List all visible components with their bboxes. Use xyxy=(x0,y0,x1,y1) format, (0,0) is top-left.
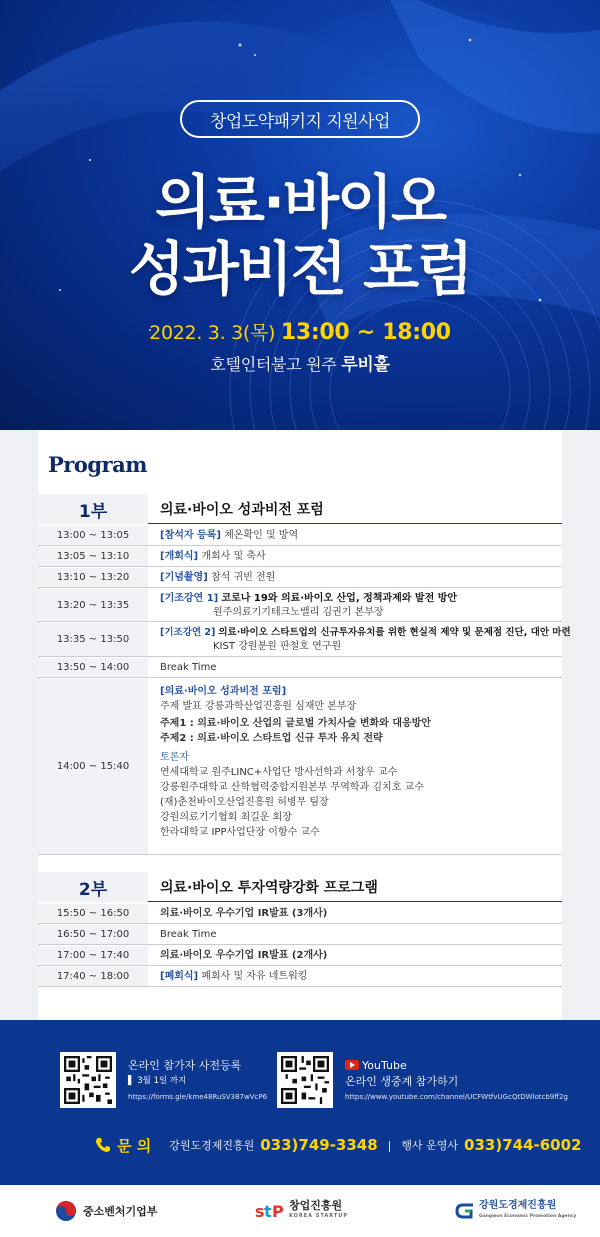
startup-agency-name: 창업진흥원 xyxy=(289,1199,343,1212)
schedule-row xyxy=(38,547,562,567)
event-date xyxy=(0,318,600,345)
venue-hall: 루비홀 xyxy=(341,355,390,375)
forum-topic2: 주제2 : 의료·바이오 스타트업 신규 투자 유치 전략 xyxy=(160,733,383,744)
part1-title: 의료·바이오 성과비전 포럼 xyxy=(160,502,324,518)
schedule-tag: [폐회식] xyxy=(160,971,199,982)
part1-header xyxy=(38,494,562,524)
schedule-text: 개회사 및 축사 xyxy=(201,551,266,562)
contact-agency: 행사 운영사 xyxy=(401,1139,459,1152)
schedule-time: 13:20 ~ 13:35 xyxy=(38,589,148,621)
startup-logo-icon xyxy=(255,1200,285,1222)
forum-tag xyxy=(160,685,286,699)
schedule-text: Break Time xyxy=(160,662,217,673)
schedule-text: 체온확인 및 방역 xyxy=(224,530,299,541)
schedule-time: 17:00 ~ 17:40 xyxy=(38,946,148,965)
schedule-row xyxy=(38,526,562,546)
schedule-tag: [의료·바이오 성과비전 포럼] xyxy=(160,686,287,697)
schedule-desc xyxy=(160,626,571,640)
youtube-title: 온라인 생중계 참가하기 xyxy=(345,1075,459,1088)
schedule-time: 13:50 ~ 14:00 xyxy=(38,658,148,677)
schedule-text: 의료·바이오 우수기업 IR발표 (3개사) xyxy=(160,908,328,919)
panel-member: 한라대학교 IPP사업단장 이항수 교수 xyxy=(160,827,320,838)
forum-presenter: 주제 발표 강릉과학산업진흥원 심재만 본부장 xyxy=(160,701,357,712)
contact-row xyxy=(95,1133,581,1157)
event-date-day: 2022. 3. 3(목) xyxy=(149,322,276,344)
province-agency-sub: Gangwon Economic Promotion Agency xyxy=(479,1214,577,1219)
schedule-speaker: 원주의료기기테크노밸리 김권기 본부장 xyxy=(213,607,384,618)
qr-code-icon xyxy=(64,1056,112,1104)
registration-title: 온라인 참가자 사전등록 xyxy=(128,1059,242,1072)
panel-member: 연세대학교 원주LINC+사업단 방사선학과 서창우 교수 xyxy=(160,767,398,778)
venue-name: 호텔인터불고 원주 xyxy=(210,355,337,374)
svg-text:s: s xyxy=(255,1202,265,1221)
registration-footer xyxy=(0,1020,600,1185)
deadline-text: 3월 1일 까지 xyxy=(137,1076,187,1086)
schedule-desc xyxy=(160,571,275,585)
schedule-time: 15:50 ~ 16:50 xyxy=(38,904,148,923)
province-agency-logo xyxy=(455,1200,576,1222)
schedule-time: 13:05 ~ 13:10 xyxy=(38,547,148,566)
schedule-tag: [기조강연 2] xyxy=(160,627,216,638)
program-heading: Program xyxy=(48,452,147,477)
deadline-bullet: ▌ xyxy=(128,1076,135,1086)
hero-banner xyxy=(0,0,600,430)
province-agency-text xyxy=(479,1200,576,1222)
gepa-logo-icon xyxy=(455,1201,475,1221)
schedule-row xyxy=(38,568,562,588)
youtube-link[interactable]: https://www.youtube.com/channel/UCFWtfvUGcQtDWlotcb9ff2g xyxy=(345,1093,568,1101)
schedule-text: 참석 귀빈 전원 xyxy=(210,572,276,583)
event-venue xyxy=(0,350,600,375)
part2-title: 의료·바이오 투자역량강화 프로그램 xyxy=(160,880,378,896)
youtube-brand xyxy=(345,1058,407,1073)
part2-label: 2부 xyxy=(38,872,148,902)
schedule-time: 13:35 ~ 13:50 xyxy=(38,623,148,656)
schedule-desc xyxy=(160,592,457,606)
sponsor-logo-bar xyxy=(0,1185,600,1237)
province-agency-name: 강원도경제진흥원 xyxy=(479,1200,557,1211)
event-title-line2: 성과비전 포럼 xyxy=(128,235,472,303)
schedule-row xyxy=(38,904,562,924)
schedule-tag: [개회식] xyxy=(160,551,199,562)
youtube-icon xyxy=(345,1060,359,1070)
panel-member: (재)춘천바이오산업진흥원 허병무 팀장 xyxy=(160,797,329,808)
schedule-row xyxy=(38,946,562,966)
forum-topic1: 주제1 : 의료·바이오 산업의 글로벌 가치사슬 변화와 대응방안 xyxy=(160,718,431,729)
schedule-desc xyxy=(160,550,266,564)
schedule-text: 코로나 19와 의료·바이오 산업, 정책과제와 발전 방안 xyxy=(221,593,458,604)
schedule-text: 의료·바이오 우수기업 IR발표 (2개사) xyxy=(160,950,328,961)
part1-label: 1부 xyxy=(38,494,148,524)
program-section xyxy=(38,430,571,1020)
qr-code-icon xyxy=(281,1056,329,1104)
startup-agency-logo xyxy=(255,1200,348,1222)
registration-qr-code[interactable] xyxy=(60,1052,116,1108)
panel-label: 토론자 xyxy=(160,752,189,763)
contact-divider: | xyxy=(387,1138,392,1152)
schedule-tag: [참석자 등록] xyxy=(160,530,221,541)
schedule-time: 13:00 ~ 13:05 xyxy=(38,526,148,545)
schedule-time: 14:00 ~ 15:40 xyxy=(38,679,148,854)
panel-member: 강원의료기기협회 최길운 회장 xyxy=(160,812,292,823)
schedule-time: 17:40 ~ 18:00 xyxy=(38,967,148,986)
panel-member: 강릉원주대학교 산학협력중합지원본부 무역학과 김치호 교수 xyxy=(160,782,424,793)
schedule-row xyxy=(38,925,562,945)
phone-icon xyxy=(95,1137,111,1153)
registration-deadline xyxy=(128,1074,186,1089)
schedule-time: 16:50 ~ 17:00 xyxy=(38,925,148,944)
schedule-row xyxy=(38,967,562,987)
ministry-name: 중소벤처기업부 xyxy=(83,1205,158,1218)
event-title-line1: 의료·바이오 xyxy=(154,168,446,236)
schedule-text: 의료·바이오 스타트업의 신규투자유치를 위한 현실적 제약 및 문제점 진단, 대안 마련 xyxy=(218,627,571,638)
schedule-speaker: KIST 강원분원 판철호 연구원 xyxy=(213,641,342,652)
schedule-time: 13:10 ~ 13:20 xyxy=(38,568,148,587)
schedule-desc xyxy=(160,529,298,543)
schedule-desc xyxy=(160,970,307,984)
contact-org-phone[interactable]: 033)749-3348 xyxy=(260,1136,378,1154)
program-badge: 창업도약패키지 지원사업 xyxy=(180,100,420,138)
part2-header xyxy=(38,872,562,902)
startup-agency-sub: KOREA STARTUP xyxy=(289,1213,349,1219)
schedule-row xyxy=(38,589,562,622)
schedule-text: 폐회사 및 자유 네트워킹 xyxy=(201,971,308,982)
contact-org: 강원도경제진흥원 xyxy=(169,1139,255,1152)
left-margin xyxy=(0,430,38,1020)
svg-text:P: P xyxy=(272,1202,284,1221)
schedule-row xyxy=(38,658,562,678)
schedule-text: Break Time xyxy=(160,929,217,940)
event-time: 13:00 ~ 18:00 xyxy=(280,320,451,345)
forum-row xyxy=(38,679,562,855)
youtube-qr-code[interactable] xyxy=(277,1052,333,1108)
ministry-logo xyxy=(55,1200,157,1222)
svg-text:t: t xyxy=(264,1202,272,1221)
youtube-brand-label: YouTube xyxy=(362,1059,407,1072)
taegeuk-icon xyxy=(55,1200,77,1222)
startup-agency-text xyxy=(289,1200,348,1222)
right-margin xyxy=(562,430,600,1020)
schedule-tag: [기념촬영] xyxy=(160,572,208,583)
schedule-tag: [기조강연 1] xyxy=(160,593,219,604)
contact-label: 문 의 xyxy=(117,1136,152,1155)
contact-agency-phone[interactable]: 033)744-6002 xyxy=(464,1136,582,1154)
schedule-row xyxy=(38,623,571,657)
registration-link[interactable]: https://forms.gle/kme48RuSV387wVcP6 xyxy=(128,1093,268,1101)
